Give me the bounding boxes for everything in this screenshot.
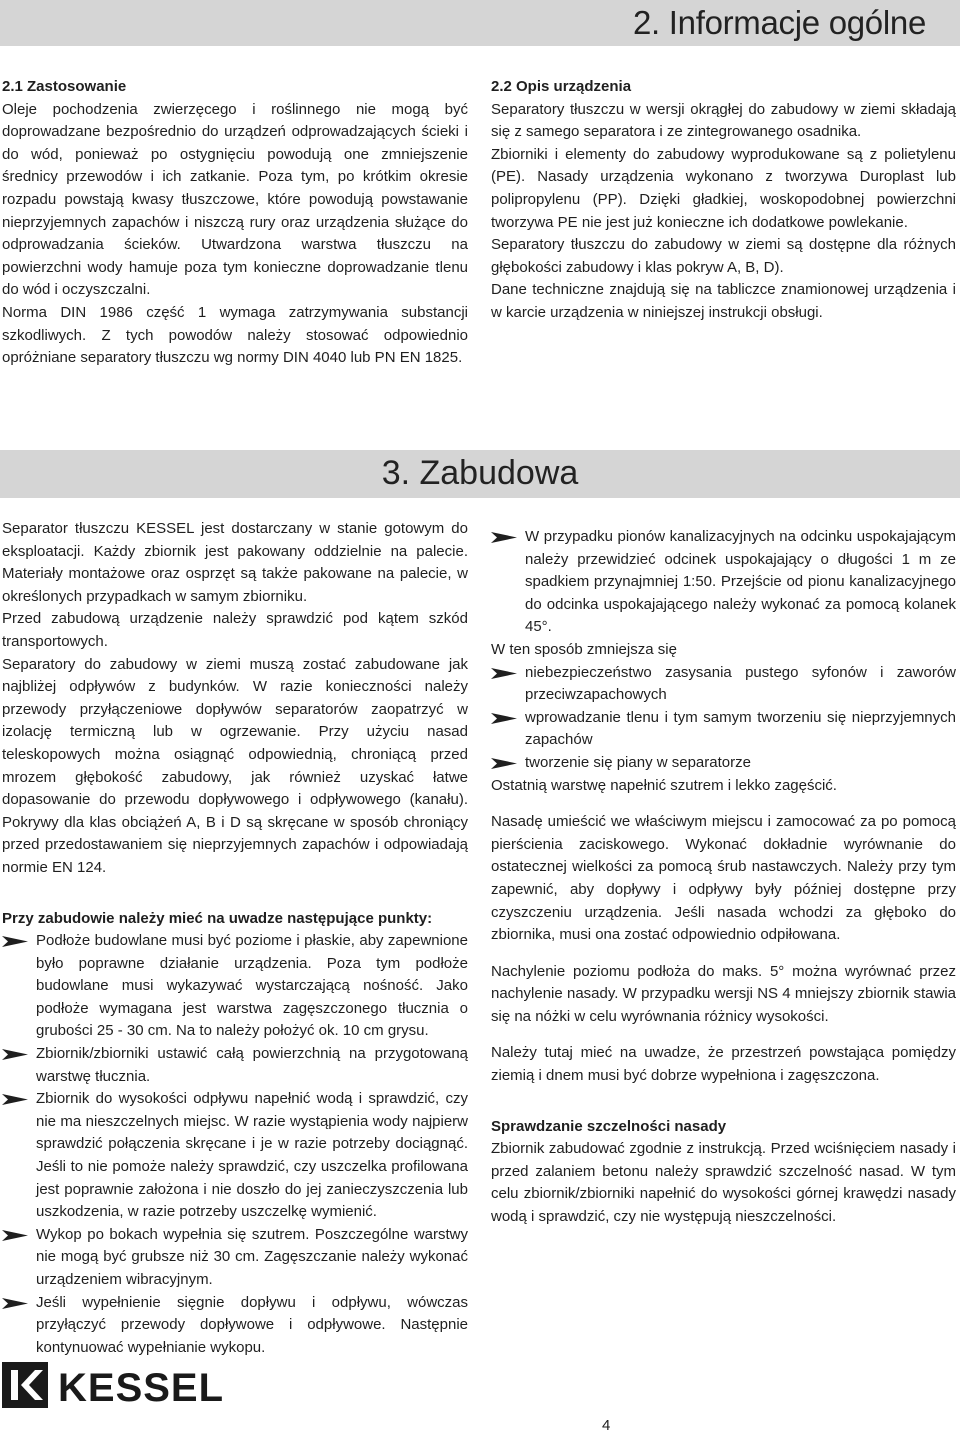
- list-item: [491, 662, 956, 707]
- list-item: [2, 1292, 468, 1360]
- installation-paragraph: Separatory do zabudowy w ziemi muszą zostać zabudowane jak najbliżej odpływów z budynków. W razie konieczności należy przewody przyłączeniowe dopływów separatorów zaopatrzyć w izolację termiczną lub w ogrzewanie. Przy użyciu nasad teleskopowych można osiągnąć odpowiednią, chroniącą przed mrozem głębokość zabudowy, jak również uzyskać łatwe dopasowanie do przewodu dopływowego i odpływowego (kanału). Pokrywy dla klas obciążeń A, B i D są skręcane w sposób chroniący przed przedostawaniem się nieprzyjemnych zapachów i odpowiadają normie EN 124.: [2, 655, 468, 876]
- installation-points-list: [2, 930, 468, 1359]
- page-title: 2. Informacje ogólne: [632, 4, 926, 41]
- inspection-paragraph: Przed zabudową urządzenie należy sprawdzić pod kątem szkód transportowych.: [2, 610, 468, 650]
- kessel-logo-text: KESSEL: [58, 1366, 225, 1408]
- page-number: 4: [602, 1417, 611, 1434]
- last-layer-paragraph: Ostatnią warstwę napełnić szutrem i lekko zagęścić.: [491, 776, 837, 794]
- leak-test-paragraph: Zbiornik zabudować zgodnie z instrukcją. Przed wciśnięciem nasady i przed zalaniem betonu należy sprawdzić szczelność nasad. W tym celu zbiornik/zbiorniki napełnić do wysokości górnej krawędzi nasady wodą i sprawdzić, czy nie występują nieszczelności.: [491, 1140, 956, 1226]
- list-item-text: Jeśli wypełnienie sięgnie dopływu i odpływu, wówczas przyłączyć przewody dopływowe i odpływowe. Następnie kontynuować wypełnianie wykopu.: [36, 1293, 468, 1356]
- arrow-bullet-icon: [2, 936, 28, 947]
- stack-pipe-list: [491, 526, 956, 639]
- arrow-bullet-icon: [2, 1298, 28, 1309]
- arrow-bullet-icon: [2, 1094, 28, 1105]
- delivery-paragraph: Separator tłuszczu KESSEL jest dostarczany w stanie gotowym do eksploatacji. Każdy zbiornik jest pakowany oddzielnie na palecie. Materiały montażowe oraz osprzęt są także pakowane na palecie, w określonych przypadkach w samym zbiorniku.: [2, 520, 468, 605]
- kessel-logo-icon: [2, 1362, 48, 1408]
- list-item: [2, 1043, 468, 1088]
- arrow-bullet-icon: [2, 1049, 28, 1060]
- list-item: [2, 930, 468, 1043]
- kessel-logo: [2, 1362, 242, 1408]
- section-2-2-heading: 2.2 Opis urządzenia: [491, 78, 632, 95]
- section-2-2-paragraph-2: Zbiorniki i elementy do zabudowy wyprodukowane są z polietylenu (PE). Nasady urządzenia wykonano z tworzywa Duroplast lub polipropylenu (PP). Dzięki gładkiej, woskopodobnej powierzchni tworzywa PE nie jest już konieczne ich dodatkowe powlekanie.: [491, 145, 956, 231]
- list-item-text: Podłoże budowlane musi być poziome i płaskie, aby zapewnione było poprawne działanie urządzenia. Poza tym podłoże budowlane musi wykazywać wystarczającą nośność. Jako podłoże wymagana jest warstwa zagęszczonego tłucznia o grubości 25 - 30 cm. Na to należy położyć ok. 10 cm grysu.: [36, 932, 468, 1040]
- arrow-bullet-icon: [2, 1230, 28, 1241]
- arrow-bullet-icon: [491, 668, 517, 679]
- list-item: [491, 526, 956, 639]
- reduces-list: [491, 662, 956, 775]
- points-heading: Przy zabudowie należy mieć na uwadze następujące punkty:: [2, 909, 433, 927]
- section-3-right-column: [491, 526, 956, 1229]
- reduces-intro: W ten sposób zmniejsza się: [491, 640, 677, 658]
- section-3-bar: [0, 450, 960, 498]
- header-bar: [0, 0, 960, 46]
- section-2-1: [2, 76, 468, 370]
- arrow-bullet-icon: [491, 532, 517, 543]
- section-2-2-paragraph-4: Dane techniczne znajdują się na tabliczce znamionowej urządzenia i w karcie urządzenia w niniejszej instrukcji obsługi.: [491, 281, 956, 321]
- nasade-paragraph: Nasadę umieścić we właściwym miejscu i zamocować za po pomocą pierścienia zaciskowego. Wykonać dokładnie wyrównanie do ostatecznej wielkości za pomocą śrub nastawczych. Należy przy tym zapewnić, aby dopływy i odpływy były później dostępne przy czyszczeniu urządzenia. Jeśli nasada wchodzi za głęboko do zbiornika, musi ona zostać odpowiednio odpiłowana.: [491, 813, 956, 944]
- arrow-bullet-icon: [491, 713, 517, 724]
- section-2-2-paragraph-3: Separatory tłuszczu do zabudowy w ziemi są dostępne dla różnych głębokości zabudowy i klas pokryw A, B, D).: [491, 236, 956, 276]
- section-2-2: [491, 76, 956, 325]
- list-item-text: W przypadku pionów kanalizacyjnych na odcinku uspokajającym należy przewidzieć odcinek uspokajający o długości 1 m ze spadkiem przynajmniej 1:50. Przejście od pionu kanalizacyjnego do odcinka uspokajającego należy wykonać za pomocą kolanek 45°.: [525, 528, 956, 636]
- slope-paragraph: Nachylenie poziomu podłoża do maks. 5° można wyrównać przez nachylenie nasady. W przypadku wersji NS 4 mniejszy zbiornik stawia się na nóżki w celu wyrównania różnicy wysokości.: [491, 962, 956, 1025]
- section-2-1-heading: 2.1 Zastosowanie: [2, 78, 127, 95]
- section-2-1-paragraph-2: Norma DIN 1986 część 1 wymaga zatrzymywania substancji szkodliwych. Z tych powodów należy stosować odpowiednio opróżniane separatory tłuszczu wg normy DIN 4040 lub PN EN 1825.: [2, 303, 468, 367]
- list-item-text: Zbiornik do wysokości odpływu napełnić wodą i sprawdzić, czy nie ma nieszczelnych miejsc. W razie wystąpienia wody najpierw sprawdzić połączenia skręcane i je w razie potrzeby dociągnąć. Jeśli to nie pomoże należy sprawdzić, czy uszczelka profilowana jest poprawnie założona i nie doszło do jej zanieczyszczenia lub uszkodzenia, w razie potrzeby uszczelkę wymienić.: [36, 1090, 468, 1221]
- list-item: [491, 752, 956, 775]
- arrow-bullet-icon: [491, 758, 517, 769]
- leak-test-heading: Sprawdzanie szczelności nasady: [491, 1117, 727, 1135]
- list-item: [2, 1088, 468, 1224]
- list-item-text: niebezpieczeństwo zasysania pustego syfonów i zaworów przeciwzapachowych: [525, 663, 956, 704]
- list-item-text: wprowadzanie tlenu i tym samym tworzeniu się nieprzyjemnych zapachów: [525, 708, 956, 749]
- list-item-text: Wykop po bokach wypełnia się szutrem. Poszczególne warstwy nie mogą być grubsze niż 30 cm. Zagęszczanie należy wykonać urządzeniem wibracyjnym.: [36, 1225, 468, 1288]
- section-3-title: 3. Zabudowa: [381, 454, 579, 492]
- note-paragraph: Należy tutaj mieć na uwadze, że przestrzeń powstająca pomiędzy ziemią i dnem musi być dobrze wypełniona i zagęszczona.: [491, 1044, 956, 1085]
- list-item: [491, 707, 956, 752]
- list-item-text: tworzenie się piany w separatorze: [525, 753, 751, 771]
- section-2-1-paragraph-1: Oleje pochodzenia zwierzęcego i roślinnego nie mogą być doprowadzane bezpośrednio do urządzeń odprowadzających ścieki i do wód, ponieważ po ostygnięciu powodują one zmniejszenie średnicy przewodów i ich zatkanie. Poza tym, po krótkim okresie rozpadu powstają kwasy tłuszczowe, które powodują powstawanie nieprzyjemnych zapachów i niszczą rury oraz urządzenia służące do odprowadzania ścieków. Utwardzona warstwa tłuszczu na powierzchni wody hamuje poza tym konieczne doprowadzanie tlenu do wód i oczyszczalni.: [2, 100, 468, 299]
- list-item-text: Zbiornik/zbiorniki ustawić całą powierzchnią na przygotowaną warstwę tłucznia.: [36, 1045, 468, 1085]
- section-2-2-paragraph-1: Separatory tłuszczu w wersji okrągłej do zabudowy w ziemi składają się z samego separatora i ze zintegrowanego osadnika.: [491, 100, 956, 141]
- section-3-left-column: [2, 518, 468, 1359]
- list-item: [2, 1224, 468, 1292]
